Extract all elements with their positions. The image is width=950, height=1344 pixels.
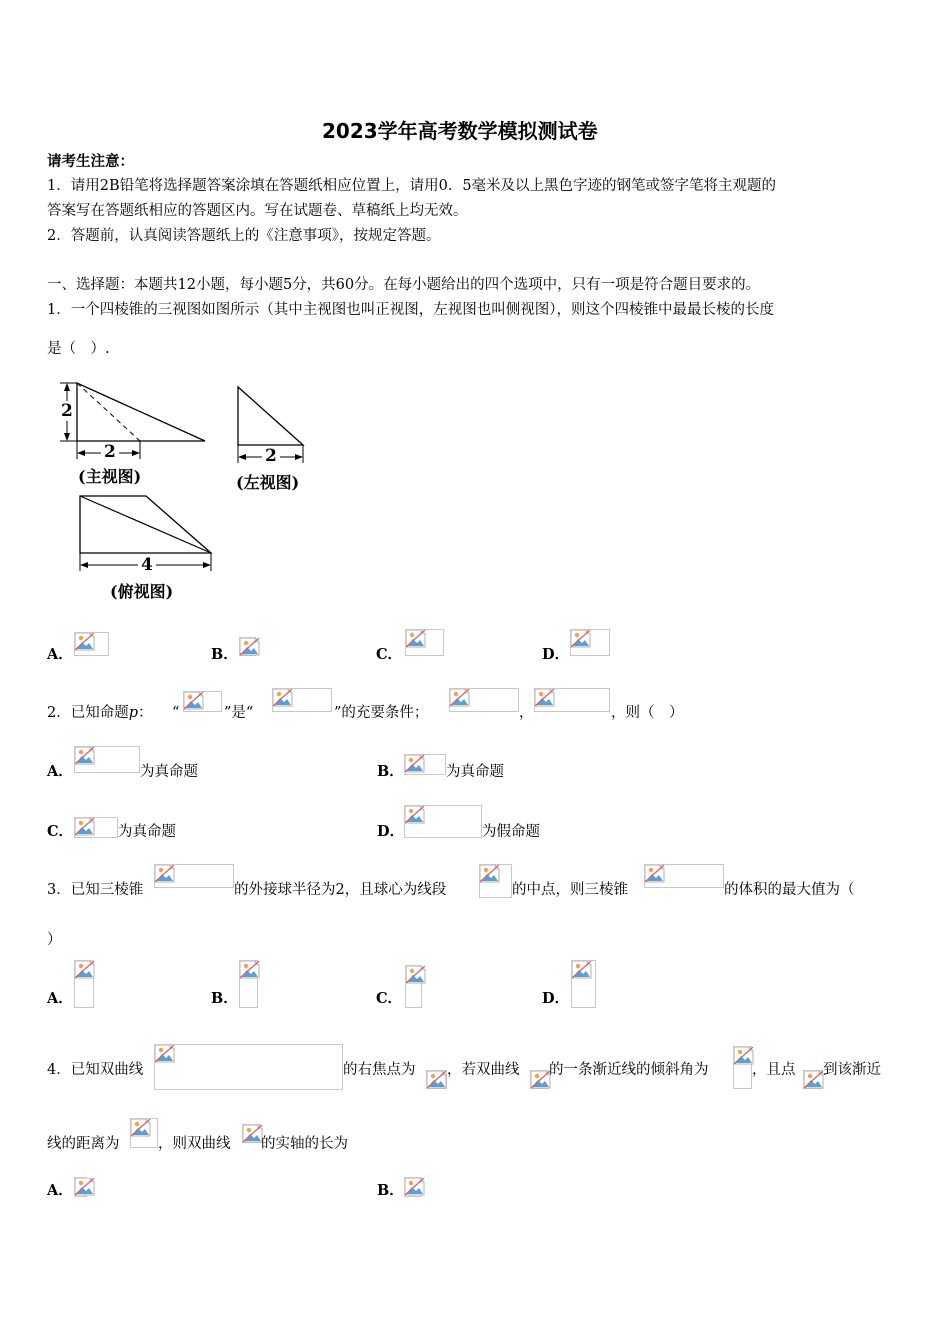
- broken-image-icon: [154, 1044, 343, 1090]
- broken-image-icon: [74, 632, 109, 656]
- quote-close: ”的充要条件；: [334, 705, 429, 721]
- broken-image-icon: [644, 864, 724, 888]
- question-4-text: ，若双曲线: [447, 1062, 520, 1078]
- question-4-text: 的实轴的长为: [261, 1136, 348, 1152]
- question-3-text: 的外接球半径为2，且球心为线段: [234, 882, 447, 898]
- broken-image-icon: [571, 960, 596, 1008]
- front-height-dim: 2: [61, 401, 73, 421]
- quote-open: “: [172, 705, 180, 721]
- question-3-text: ）: [47, 932, 62, 948]
- question-2-end: ，则（ ）: [611, 705, 684, 721]
- question-4-text: 的一条渐近线的倾斜角为: [549, 1062, 709, 1078]
- option-d-label: D．: [542, 990, 570, 1007]
- broken-image-icon: [239, 960, 258, 1008]
- notice-line: 2．答题前，认真阅读答题纸上的《注意事项》，按规定答题。: [47, 228, 441, 244]
- broken-image-icon: [154, 864, 234, 888]
- broken-image-icon: [242, 1124, 261, 1143]
- question-2-prefix: 2．已知命题: [47, 705, 129, 721]
- notice-heading: 请考生注意：: [47, 153, 134, 170]
- notice-line: 1．请用2B铅笔将选择题答案涂填在答题纸相应位置上，请用0．5毫米及以上黑色字迹的钢笔或签字笔将主观题的: [47, 178, 777, 194]
- top-view-caption: (俯视图): [110, 582, 174, 601]
- option-c-text: 为真命题: [118, 824, 176, 840]
- broken-image-icon: [74, 960, 94, 1008]
- section-heading: 一、选择题：本题共12小题，每小题5分，共60分。在每小题给出的四个选项中，只有一项是符合题目要求的。: [47, 277, 761, 293]
- option-b-label: B．: [211, 990, 238, 1007]
- broken-image-icon: [130, 1118, 158, 1148]
- broken-image-icon: [449, 688, 519, 712]
- page-title: 2023学年高考数学模拟测试卷: [322, 119, 598, 143]
- question-3-text: 的体积的最大值为（: [724, 882, 855, 898]
- question-4-text: 的右焦点为: [343, 1062, 416, 1078]
- option-a-text: 为真命题: [140, 764, 198, 780]
- broken-image-icon: [404, 1177, 422, 1197]
- option-d-label: D．: [377, 823, 405, 840]
- broken-image-icon: [74, 1177, 87, 1197]
- option-b-text: 为真命题: [446, 764, 504, 780]
- broken-image-icon: [479, 864, 512, 898]
- question-3-text: 3．已知三棱锥: [47, 882, 144, 898]
- question-4-text: ，且点: [752, 1062, 796, 1078]
- broken-image-icon: [426, 1070, 447, 1089]
- quote-mid: ”是“: [224, 705, 254, 721]
- option-c-label: C．: [376, 990, 403, 1007]
- question-4-text: ，则双曲线: [158, 1136, 231, 1152]
- broken-image-icon: [803, 1070, 823, 1089]
- option-a-label: A．: [47, 990, 73, 1007]
- front-view-caption: (主视图): [78, 467, 142, 486]
- question-4-text: 到该渐近: [823, 1062, 881, 1078]
- option-d-label: D．: [542, 646, 570, 663]
- broken-image-icon: [530, 1070, 549, 1089]
- top-width-dim: 4: [138, 555, 156, 575]
- side-width-dim: 2: [262, 446, 280, 466]
- side-view-caption: (左视图): [236, 473, 300, 492]
- option-b-label: B．: [211, 646, 238, 663]
- broken-image-icon: [733, 1046, 752, 1089]
- broken-image-icon: [534, 688, 610, 712]
- broken-image-icon: [570, 629, 610, 656]
- notice-line: 答案写在答题纸相应的答题区内。写在试题卷、草稿纸上均无效。: [47, 203, 468, 219]
- broken-image-icon: [404, 754, 446, 775]
- colon: ：: [138, 705, 153, 721]
- option-a-label: A．: [47, 763, 73, 780]
- front-view: [60, 383, 205, 459]
- comma: ，: [519, 705, 534, 721]
- option-d-text: 为假命题: [482, 824, 540, 840]
- option-a-label: A．: [47, 646, 73, 663]
- question-2-text: [47, 703, 153, 723]
- question-3-text: 的中点，则三棱锥: [512, 882, 628, 898]
- question-1-text: 是（ ）.: [47, 341, 110, 357]
- broken-image-icon: [272, 688, 332, 712]
- variable-p: p: [128, 705, 139, 721]
- option-b-label: B．: [377, 763, 404, 780]
- broken-image-icon: [74, 817, 118, 838]
- broken-image-icon: [239, 637, 256, 656]
- question-4-text: 线的距离为: [47, 1136, 120, 1152]
- option-c-label: C．: [376, 646, 403, 663]
- broken-image-icon: [404, 805, 482, 838]
- broken-image-icon: [183, 691, 222, 712]
- question-1-text: 1．一个四棱锥的三视图如图所示（其中主视图也叫正视图，左视图也叫侧视图），则这个四棱锥中最最长棱的长度: [47, 302, 774, 318]
- option-c-label: C．: [47, 823, 74, 840]
- option-b-label: B．: [377, 1182, 404, 1199]
- broken-image-icon: [405, 965, 422, 1008]
- question-4-text: 4．已知双曲线: [47, 1062, 144, 1078]
- broken-image-icon: [405, 629, 444, 656]
- broken-image-icon: [74, 746, 140, 773]
- option-a-label: A．: [47, 1182, 73, 1199]
- front-width-dim: 2: [101, 442, 119, 462]
